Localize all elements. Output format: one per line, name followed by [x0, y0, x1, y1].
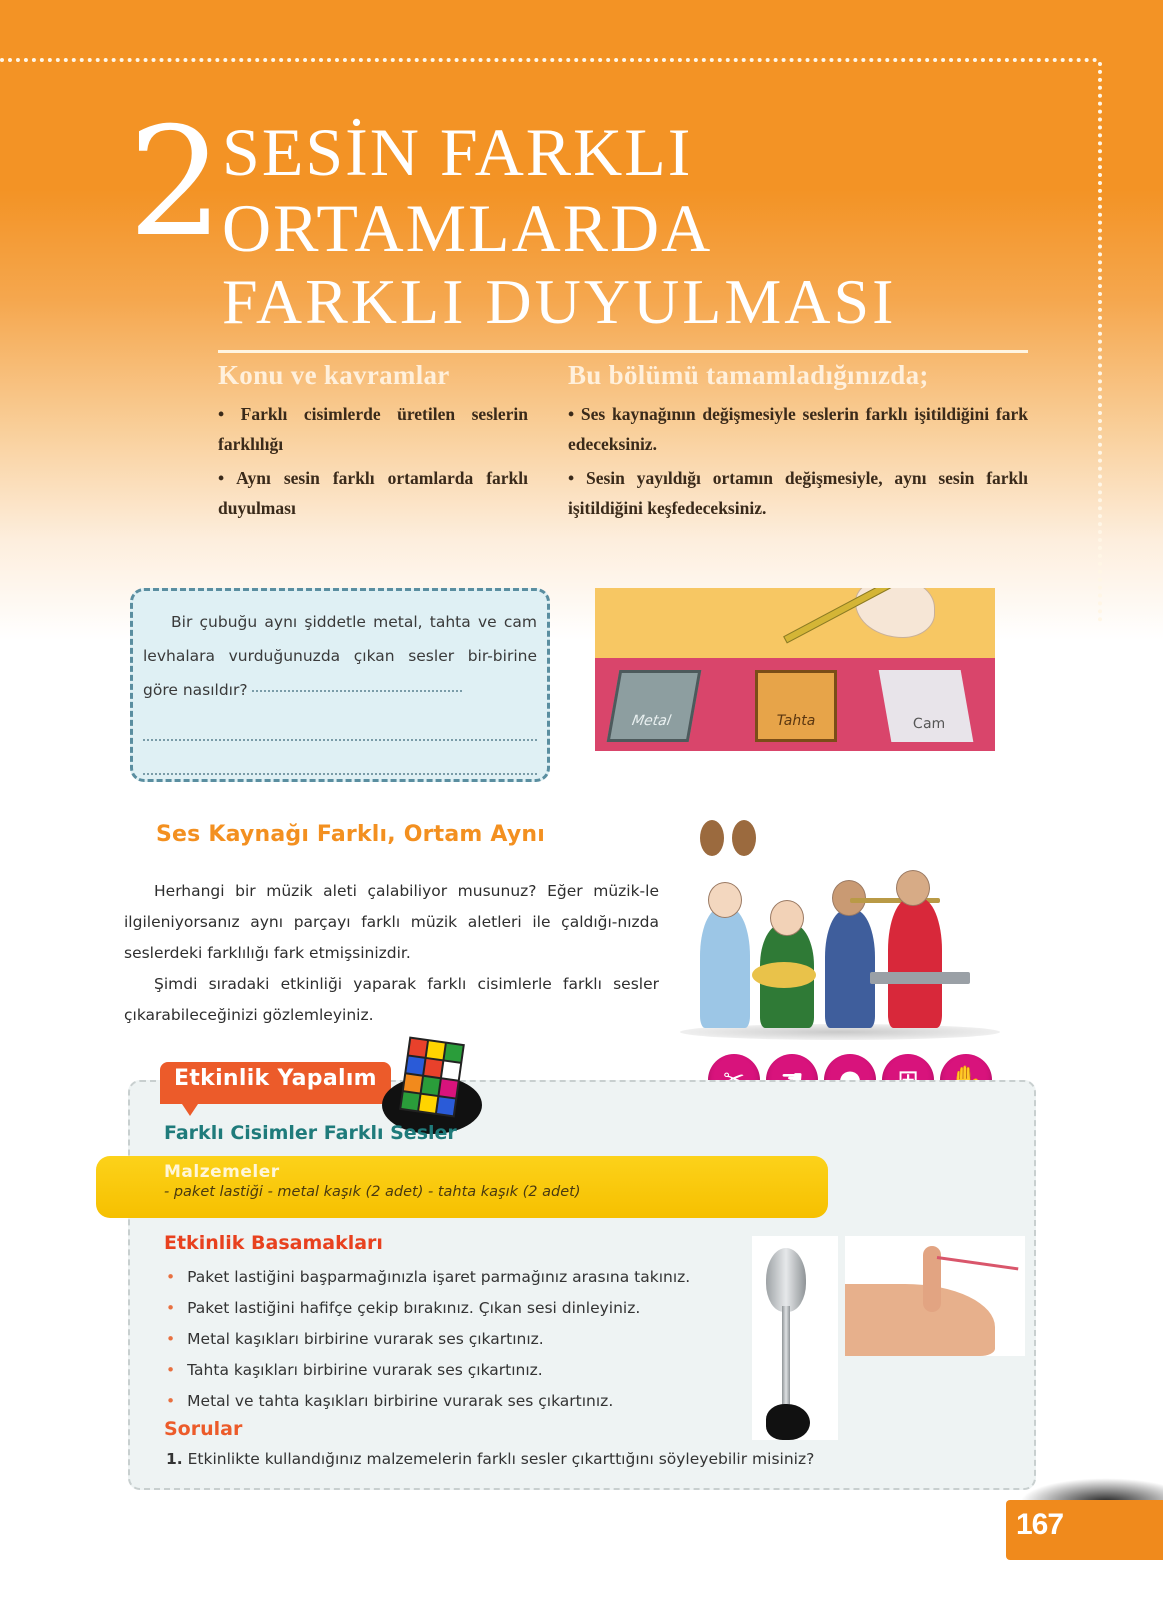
paragraph: Şimdi sıradaki etkinliği yaparak farklı cisimlerle farklı sesler çıkarabileceğinizi gözlemleyiniz. [124, 975, 659, 1024]
chapter-title-line-3: FARKLI DUYULMASI [222, 266, 897, 337]
step-item: • Paket lastiğini hafifçe çekip bırakınız. Çıkan sesi dinleyiniz. [166, 1299, 641, 1317]
paragraph: Herhangi bir müzik aleti çalabiliyor musunuz? Eğer müzik-le ilgileniyorsanız aynı parçayı farklı müzik aletleri ile çaldığı-nızda seslerdeki farklılığı fark etmişsinizdir. [124, 882, 659, 962]
materials-heading: Malzemeler [164, 1162, 280, 1182]
materials-list: - paket lastiği - metal kaşık (2 adet) - tahta kaşık (2 adet) [164, 1184, 581, 1200]
rubber-band-hand-image [845, 1236, 1025, 1356]
answer-line[interactable] [143, 741, 537, 775]
section-title: Ses Kaynağı Farklı, Ortam Aynı [156, 822, 545, 847]
outcomes-heading: Bu bölümü tamamladığınızda; [568, 360, 929, 390]
step-item: • Paket lastiğini başparmağınızla işaret parmağınız arasına takınız. [166, 1268, 691, 1286]
step-item: • Metal kaşıkları birbirine vurarak ses çıkartınız. [166, 1330, 544, 1348]
learning-outcomes [568, 360, 1028, 527]
section-body [124, 876, 659, 1031]
rubiks-cube-image [382, 1040, 492, 1135]
topic-item: • Farklı cisimlerde üretilen seslerin farklılığı [218, 404, 528, 454]
bullet-icon: • [166, 1299, 176, 1317]
metal-plate: Metal [607, 670, 702, 742]
chapter-title-line-1: SESİN FARKLI [222, 114, 693, 190]
outcome-item: • Sesin yayıldığı ortamın değişmesiyle, aynı sesin farklı işitildiğini keşfedeceksiniz. [568, 468, 1028, 518]
materials-bar [96, 1156, 828, 1218]
page-tab-shadow [1020, 1478, 1163, 1502]
warmup-question-box [130, 588, 550, 782]
dotted-border-right [1098, 62, 1102, 622]
boy-keyboard [888, 898, 942, 1028]
topics-heading: Konu ve kavramlar [218, 360, 450, 390]
questions-heading: Sorular [164, 1418, 243, 1440]
chapter-title-line-2: ORTAMLARDA [222, 190, 713, 266]
outcome-item: • Ses kaynağının değişmesiyle seslerin farklı işitildiğini fark edeceksiniz. [568, 404, 1028, 454]
plates-illustration [595, 588, 995, 751]
step-item: • Metal ve tahta kaşıkları birbirine vurarak ses çıkartınız. [166, 1392, 614, 1410]
step-item: • Tahta kaşıkları birbirine vurarak ses çıkartınız. [166, 1361, 543, 1379]
bullet-icon: • [166, 1268, 176, 1286]
bullet-icon: • [166, 1392, 176, 1410]
boy-flute [825, 910, 875, 1028]
children-band-illustration [680, 820, 1000, 1040]
topics-and-concepts [218, 360, 528, 527]
activity-badge: Etkinlik Yapalım [160, 1062, 391, 1104]
activity-subtitle: Farklı Cisimler Farklı Sesler [164, 1122, 457, 1144]
bullet-icon: • [166, 1330, 176, 1348]
question-item: 1. Etkinlikte kullandığınız malzemelerin farklı sesler çıkarttığını söyleyebilir misiniz? [166, 1450, 815, 1468]
guitar [752, 962, 816, 988]
bullet-icon: • [166, 1361, 176, 1379]
girl-cymbals [700, 908, 750, 1028]
answer-line[interactable] [143, 707, 537, 741]
chapter-number: 2 [128, 96, 224, 270]
glass-plate: Cam [879, 670, 974, 742]
title-divider [218, 350, 1028, 353]
warmup-question-text: Bir çubuğu aynı şiddetle metal, tahta ve cam levhalara vurduğunuzda çıkan sesler bir-birine göre nasıldır? [143, 613, 537, 699]
dotted-border-top [0, 58, 1098, 62]
wood-plate: Tahta [755, 670, 837, 742]
cymbal-left [700, 820, 724, 856]
steps-heading: Etkinlik Basamakları [164, 1232, 383, 1254]
topic-item: • Aynı sesin farklı ortamlarda farklı duyulması [218, 468, 528, 518]
answer-line[interactable] [252, 690, 462, 692]
page-number: 167 [1016, 1508, 1064, 1541]
cymbal-right [732, 820, 756, 856]
activity-steps [166, 1262, 756, 1417]
metal-spoon-image [752, 1236, 838, 1440]
keyboard [870, 972, 970, 984]
